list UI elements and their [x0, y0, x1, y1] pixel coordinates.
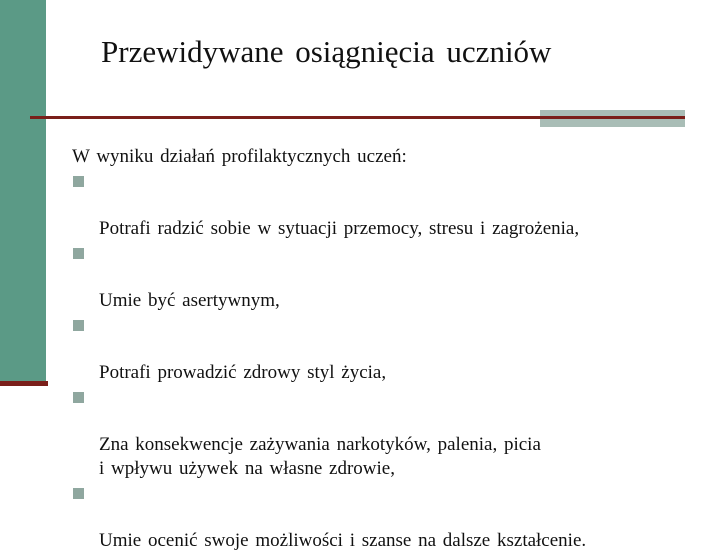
square-bullet-icon: [73, 488, 84, 499]
bullet-list: [72, 169, 692, 553]
bullet-text: Umie ocenić swoje możliwości i szanse na dalsze kształcenie.: [99, 530, 587, 551]
bullet-text: Potrafi radzić sobie w sytuacji przemocy, stresu i zagrożenia,: [99, 218, 580, 239]
bullet-item: [72, 481, 692, 553]
bullet-item: [72, 241, 692, 313]
divider-accent-line: [540, 116, 685, 119]
square-bullet-icon: [73, 248, 84, 259]
bullet-item: [72, 169, 692, 241]
slide-title: Przewidywane osiągnięcia uczniów: [101, 34, 552, 69]
square-bullet-icon: [73, 176, 84, 187]
bullet-text: Zna konsekwencje zażywania narkotyków, palenia, picia i wpływu używek na własne zdrowie,: [99, 434, 541, 479]
intro-text: W wyniku działań profilaktycznych uczeń:: [72, 146, 407, 167]
square-bullet-icon: [73, 392, 84, 403]
square-bullet-icon: [73, 320, 84, 331]
slide-body: [72, 145, 692, 553]
side-accent-bar: [0, 0, 46, 381]
bullet-text: Umie być asertywnym,: [99, 290, 280, 311]
bullet-text: Potrafi prowadzić zdrowy styl życia,: [99, 362, 387, 383]
side-accent-bar-base: [0, 381, 48, 386]
bullet-item: [72, 385, 692, 481]
bullet-item: [72, 313, 692, 385]
